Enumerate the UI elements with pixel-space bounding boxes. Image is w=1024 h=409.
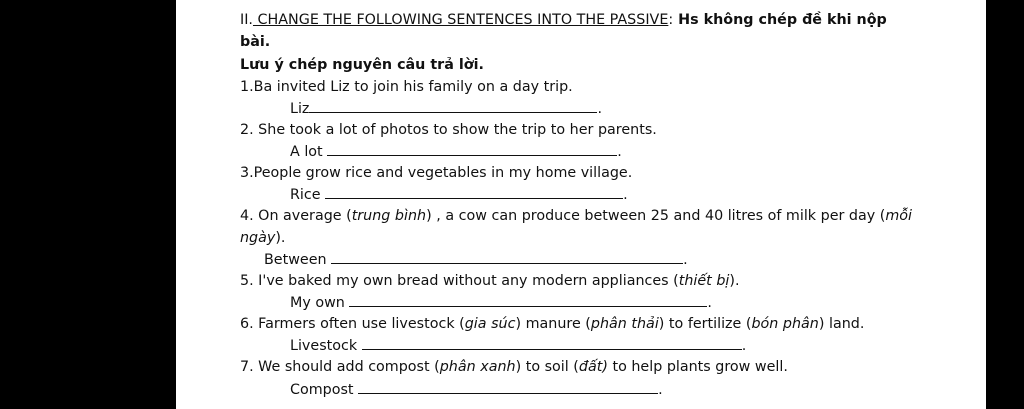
instruction-line: Lưu ý chép nguyên câu trả lời. [240,57,484,73]
section-heading: II. CHANGE THE FOLLOWING SENTENCES INTO THE PASSIVE: Hs không chép đề khi nộp [240,12,887,28]
answer-4-start: Between [264,252,327,268]
answer-6: Livestock . [290,335,746,356]
answer-7-start: Compost [290,382,354,398]
right-black-margin [986,0,1024,409]
section-title: CHANGE THE FOLLOWING SENTENCES INTO THE PASSIVE [252,12,669,28]
worksheet-page [176,0,986,409]
question-5: 5. I've baked my own bread without any modern appliances (thiết bị). [240,273,740,289]
question-6: 6. Farmers often use livestock (gia súc) manure (phân thải) to fertilize (bón phân) land. [240,316,865,332]
question-7: 7. We should add compost (phân xanh) to soil (đất) to help plants grow well. [240,359,788,375]
answer-1-start: Liz [290,101,310,117]
answer-2-start: A lot [290,144,323,160]
answer-5-blank[interactable] [349,292,707,307]
submission-note-cont: bài. [240,34,271,50]
question-4: 4. On average (trung bình) , a cow can produce between 25 and 40 litres of milk per day (mỗi [240,208,912,224]
answer-3: Rice . [290,184,628,205]
answer-2: A lot . [290,141,622,162]
answer-7: Compost . [290,379,663,400]
answer-4: Between . [264,249,688,270]
submission-note: Hs không chép đề khi nộp [673,12,887,28]
answer-3-blank[interactable] [325,184,623,199]
answer-1: Liz . [290,98,602,119]
answer-5-start: My own [290,295,345,311]
answer-3-start: Rice [290,187,321,203]
question-3: 3.People grow rice and vegetables in my home village. [240,165,633,181]
question-4-cont: ngày). [240,230,286,246]
answer-6-start: Livestock [290,338,358,354]
answer-1-blank[interactable] [309,98,597,113]
answer-5: My own . [290,292,712,313]
answer-4-blank[interactable] [331,249,683,264]
answer-7-blank[interactable] [358,379,658,394]
answer-6-blank[interactable] [362,335,742,350]
answer-2-blank[interactable] [327,141,617,156]
section-number: II. [240,12,253,28]
left-black-margin [0,0,176,409]
question-1: 1.Ba invited Liz to join his family on a day trip. [240,79,573,95]
question-2: 2. She took a lot of photos to show the trip to her parents. [240,122,657,138]
